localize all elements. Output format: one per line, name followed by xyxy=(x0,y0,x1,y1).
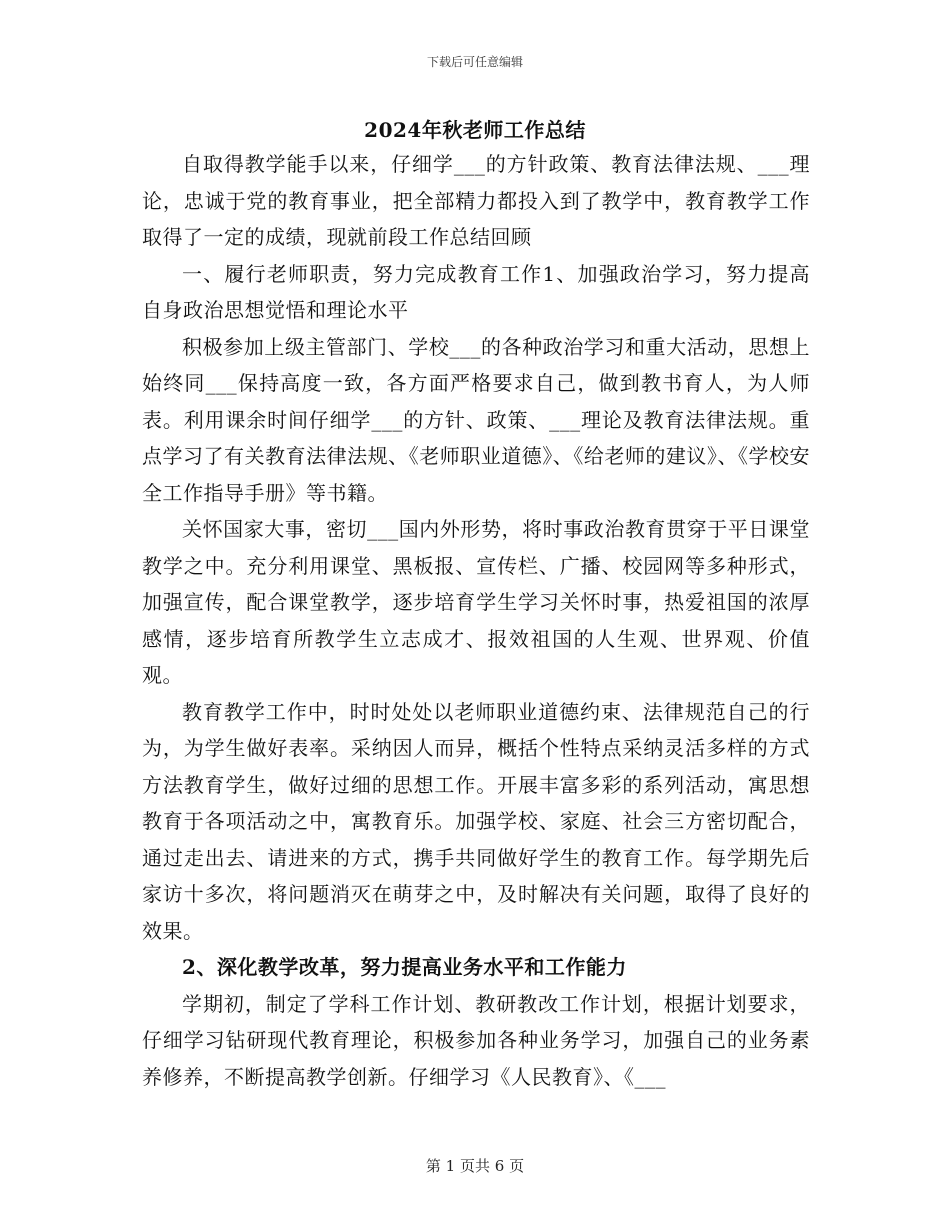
header-note: 下载后可任意编辑 xyxy=(426,55,523,69)
paragraph-section-one: 一、履行老师职责，努力完成教育工作1、加强政治学习，努力提高自身政治思想觉悟和理论水平 xyxy=(142,261,810,322)
section-heading-two: 2、深化教学改革，努力提高业务水平和工作能力 xyxy=(182,955,627,979)
document-body xyxy=(142,146,810,1095)
paragraph-teaching-reform: 学期初，制定了学科工作计划、教研教改工作计划，根据计划要求，仔细学习钻研现代教育理论，积极参加各种业务学习，加强自己的业务素养修养，不断提高教学创新。仔细学习《人民教育》、《___ xyxy=(142,991,810,1089)
paragraph-intro: 自取得教学能手以来，仔细学___的方针政策、教育法律法规、___理论，忠诚于党的教育事业，把全部精力都投入到了教学中，教育教学工作取得了一定的成绩，现就前段工作总结回顾 xyxy=(142,152,810,249)
paragraph-teaching-ethics: 教育教学工作中，时时处处以老师职业道德约束、法律规范自己的行为，为学生做好表率。采纳因人而异，概括个性特点采纳灵活多样的方式方法教育学生，做好过细的思想工作。开展丰富多彩的系列活动，寓思想教育于各项活动之中，寓教育乐。加强学校、家庭、社会三方密切配合，通过走出去、请进来的方式，携手共同做好学生的教育工作。每学期先后家访十多次，将问题消灭在萌芽之中，及时解决有关问题，取得了良好的效果。 xyxy=(142,699,810,943)
paragraph-political-study: 积极参加上级主管部门、学校___的各种政治学习和重大活动，思想上始终同___保持高度一致，各方面严格要求自己，做到教书育人，为人师表。利用课余时间仔细学___的方针、政策、___理论及教育法律法规。重点学习了有关教育法律法规、《老师职业道德》、《给老师的建议》、《学校安全工作指导手册》等书籍。 xyxy=(142,334,810,505)
paragraph-current-affairs: 关怀国家大事，密切___国内外形势，将时事政治教育贯穿于平日课堂教学之中。充分利用课堂、黑板报、宣传栏、广播、校园网等多种形式，加强宣传，配合课堂教学，逐步培育学生学习关怀时事，热爱祖国的浓厚感情，逐步培育所教学生立志成才、报效祖国的人生观、世界观、价值观。 xyxy=(142,517,810,687)
document-title: 2024年秋老师工作总结 xyxy=(364,118,586,142)
page-footer: 第 1 页共 6 页 xyxy=(425,1157,525,1175)
